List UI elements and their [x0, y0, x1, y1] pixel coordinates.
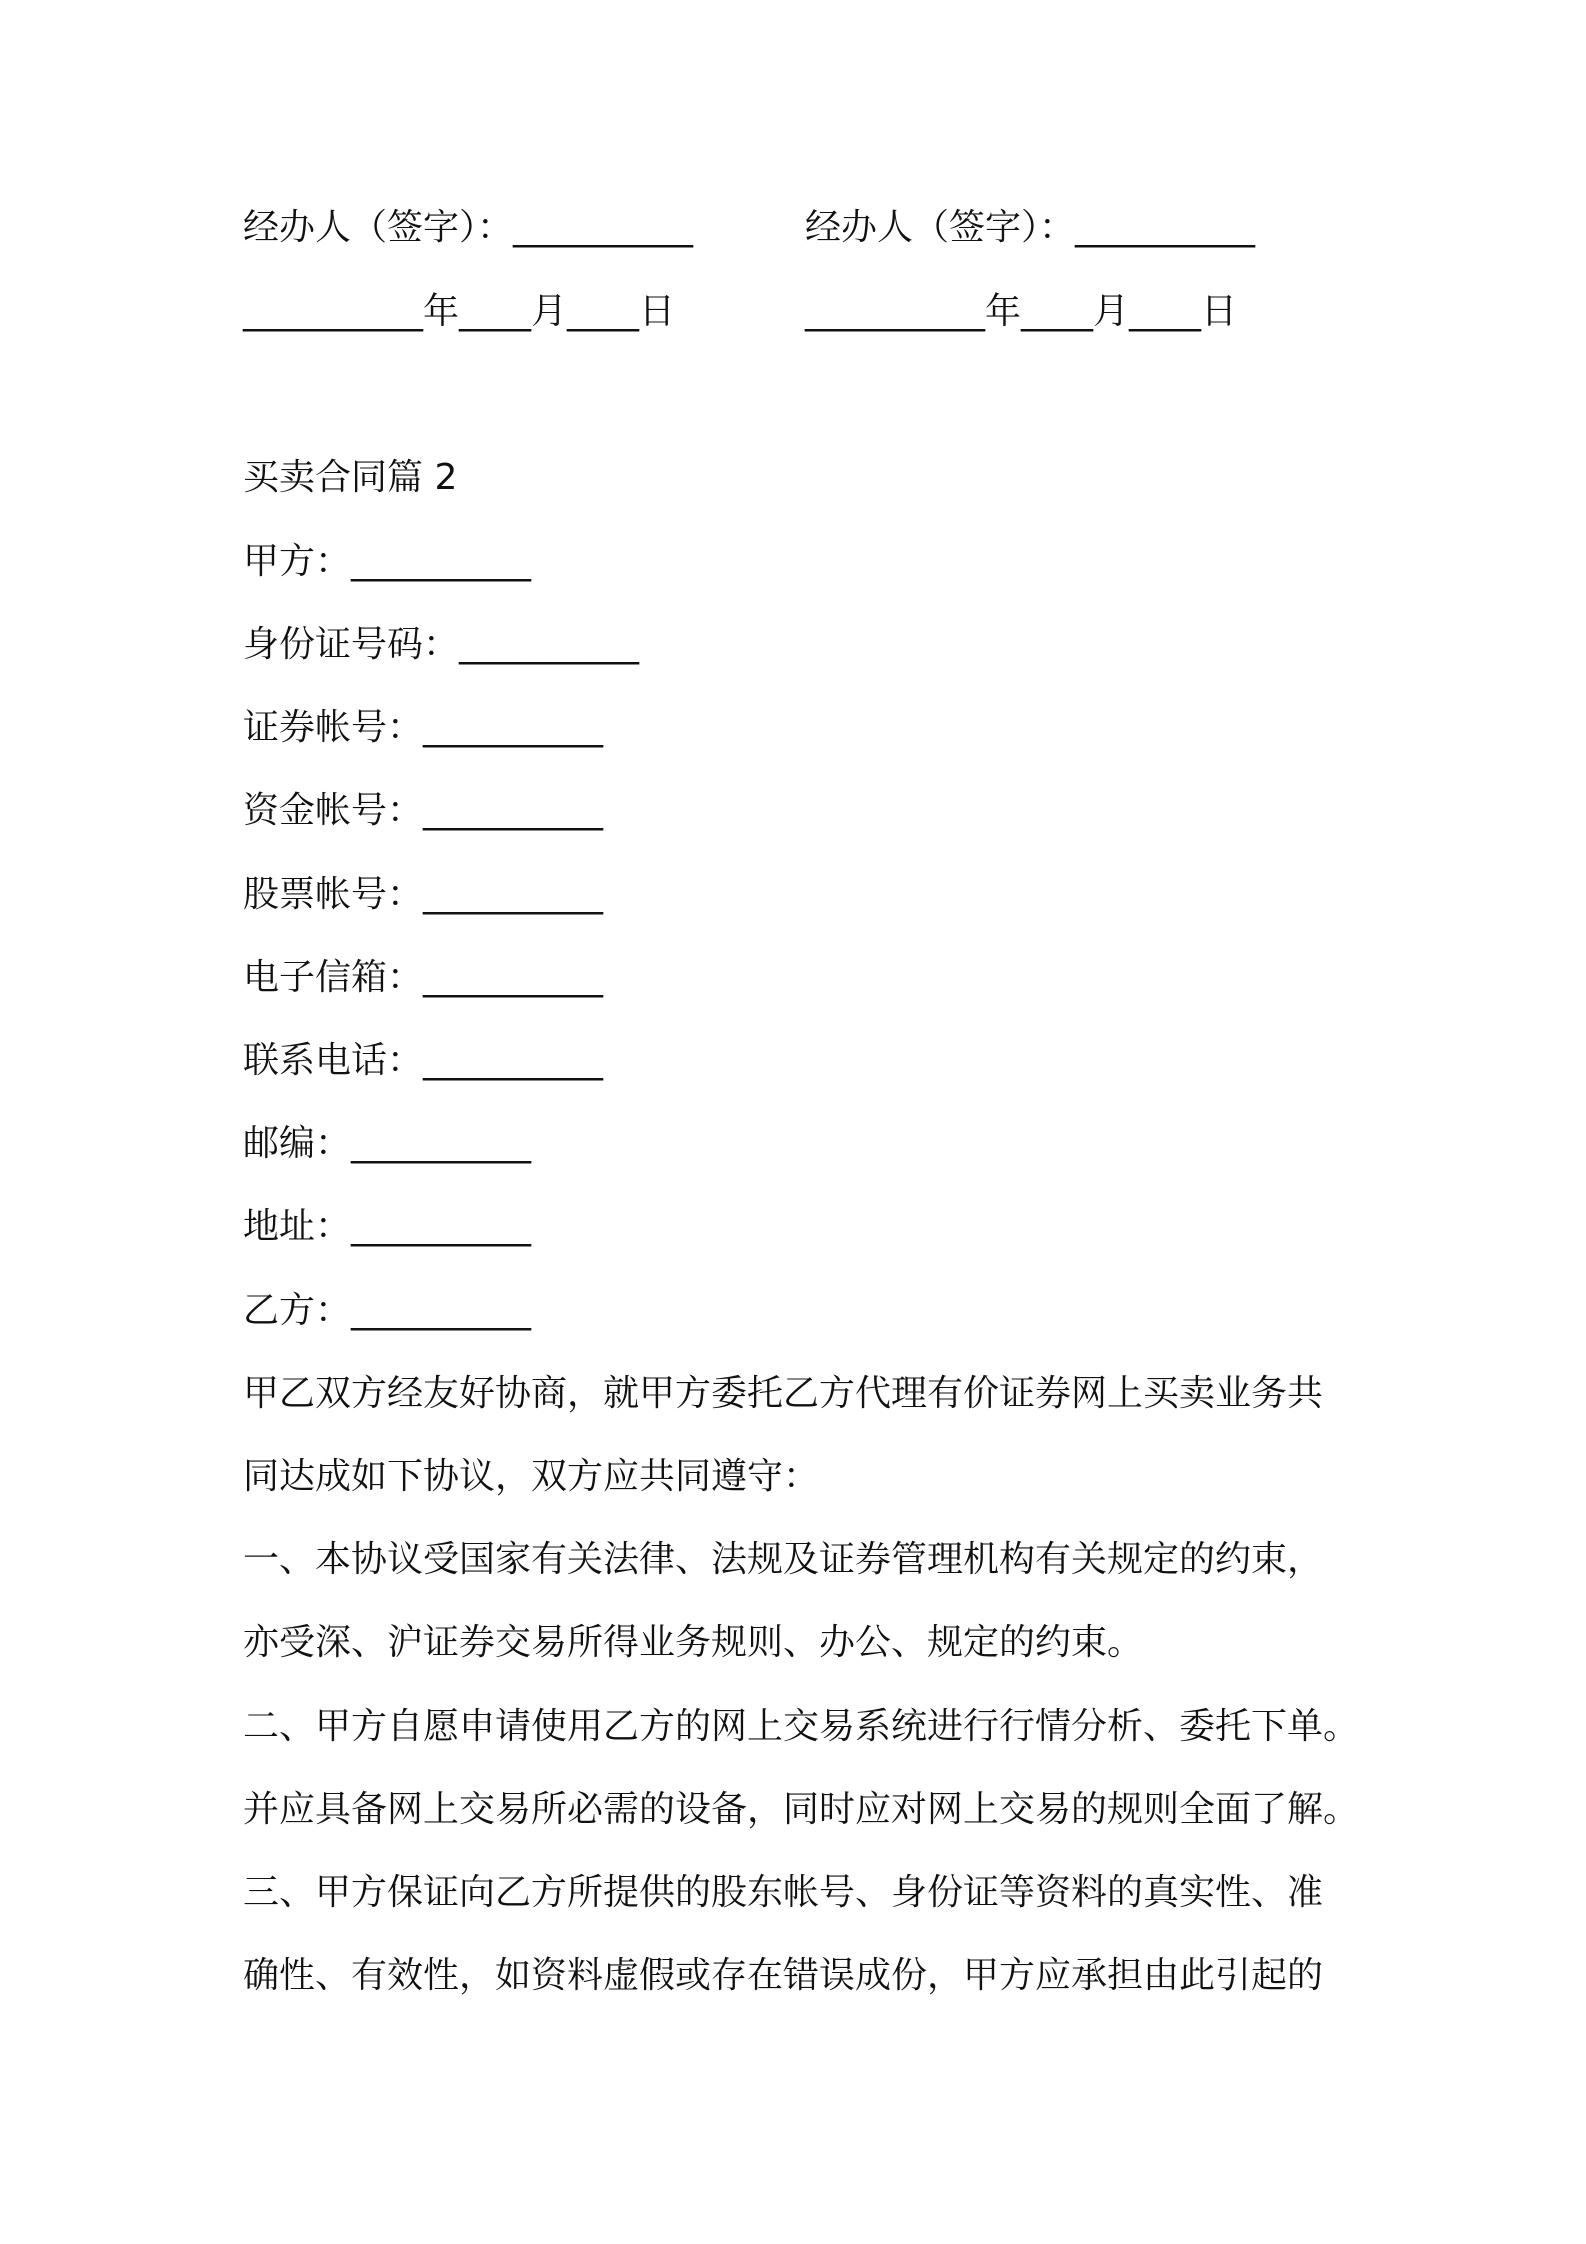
body-line: 甲乙双方经友好协商，就甲方委托乙方代理有价证券网上买卖业务共 [243, 1373, 1324, 1414]
field-party-b: 乙方：__________ [243, 1290, 532, 1331]
date-left: __________年____月____日 [243, 291, 675, 332]
field-party-a: 甲方：__________ [243, 541, 532, 582]
body-line: 三、甲方保证向乙方所提供的股东帐号、身份证等资料的真实性、准 [243, 1872, 1324, 1913]
handler-signature-left: 经办人（签字）：__________ [243, 207, 694, 248]
field-securities-account: 证券帐号：__________ [243, 707, 604, 748]
body-line: 确性、有效性，如资料虚假或存在错误成份，甲方应承担由此引起的 [243, 1955, 1324, 1996]
field-id-number: 身份证号码：__________ [243, 624, 640, 665]
field-phone: 联系电话：__________ [243, 1040, 604, 1081]
field-stock-account: 股票帐号：__________ [243, 874, 604, 915]
body-line: 同达成如下协议，双方应共同遵守： [243, 1456, 820, 1497]
body-line: 二、甲方自愿申请使用乙方的网上交易系统进行行情分析、委托下单。 [243, 1706, 1360, 1747]
field-fund-account: 资金帐号：__________ [243, 790, 604, 831]
field-address: 地址：__________ [243, 1206, 532, 1247]
body-line: 亦受深、沪证券交易所得业务规则、办公、规定的约束。 [243, 1622, 1144, 1663]
body-line: 并应具备网上交易所必需的设备，同时应对网上交易的规则全面了解。 [243, 1789, 1360, 1830]
field-email: 电子信箱：__________ [243, 957, 604, 998]
body-line: 一、本协议受国家有关法律、法规及证券管理机构有关规定的约束， [243, 1539, 1324, 1580]
section-title: 买卖合同篇 2 [243, 457, 458, 498]
field-postcode: 邮编：__________ [243, 1123, 532, 1164]
date-right: __________年____月____日 [805, 291, 1237, 332]
handler-signature-right: 经办人（签字）：__________ [805, 207, 1256, 248]
